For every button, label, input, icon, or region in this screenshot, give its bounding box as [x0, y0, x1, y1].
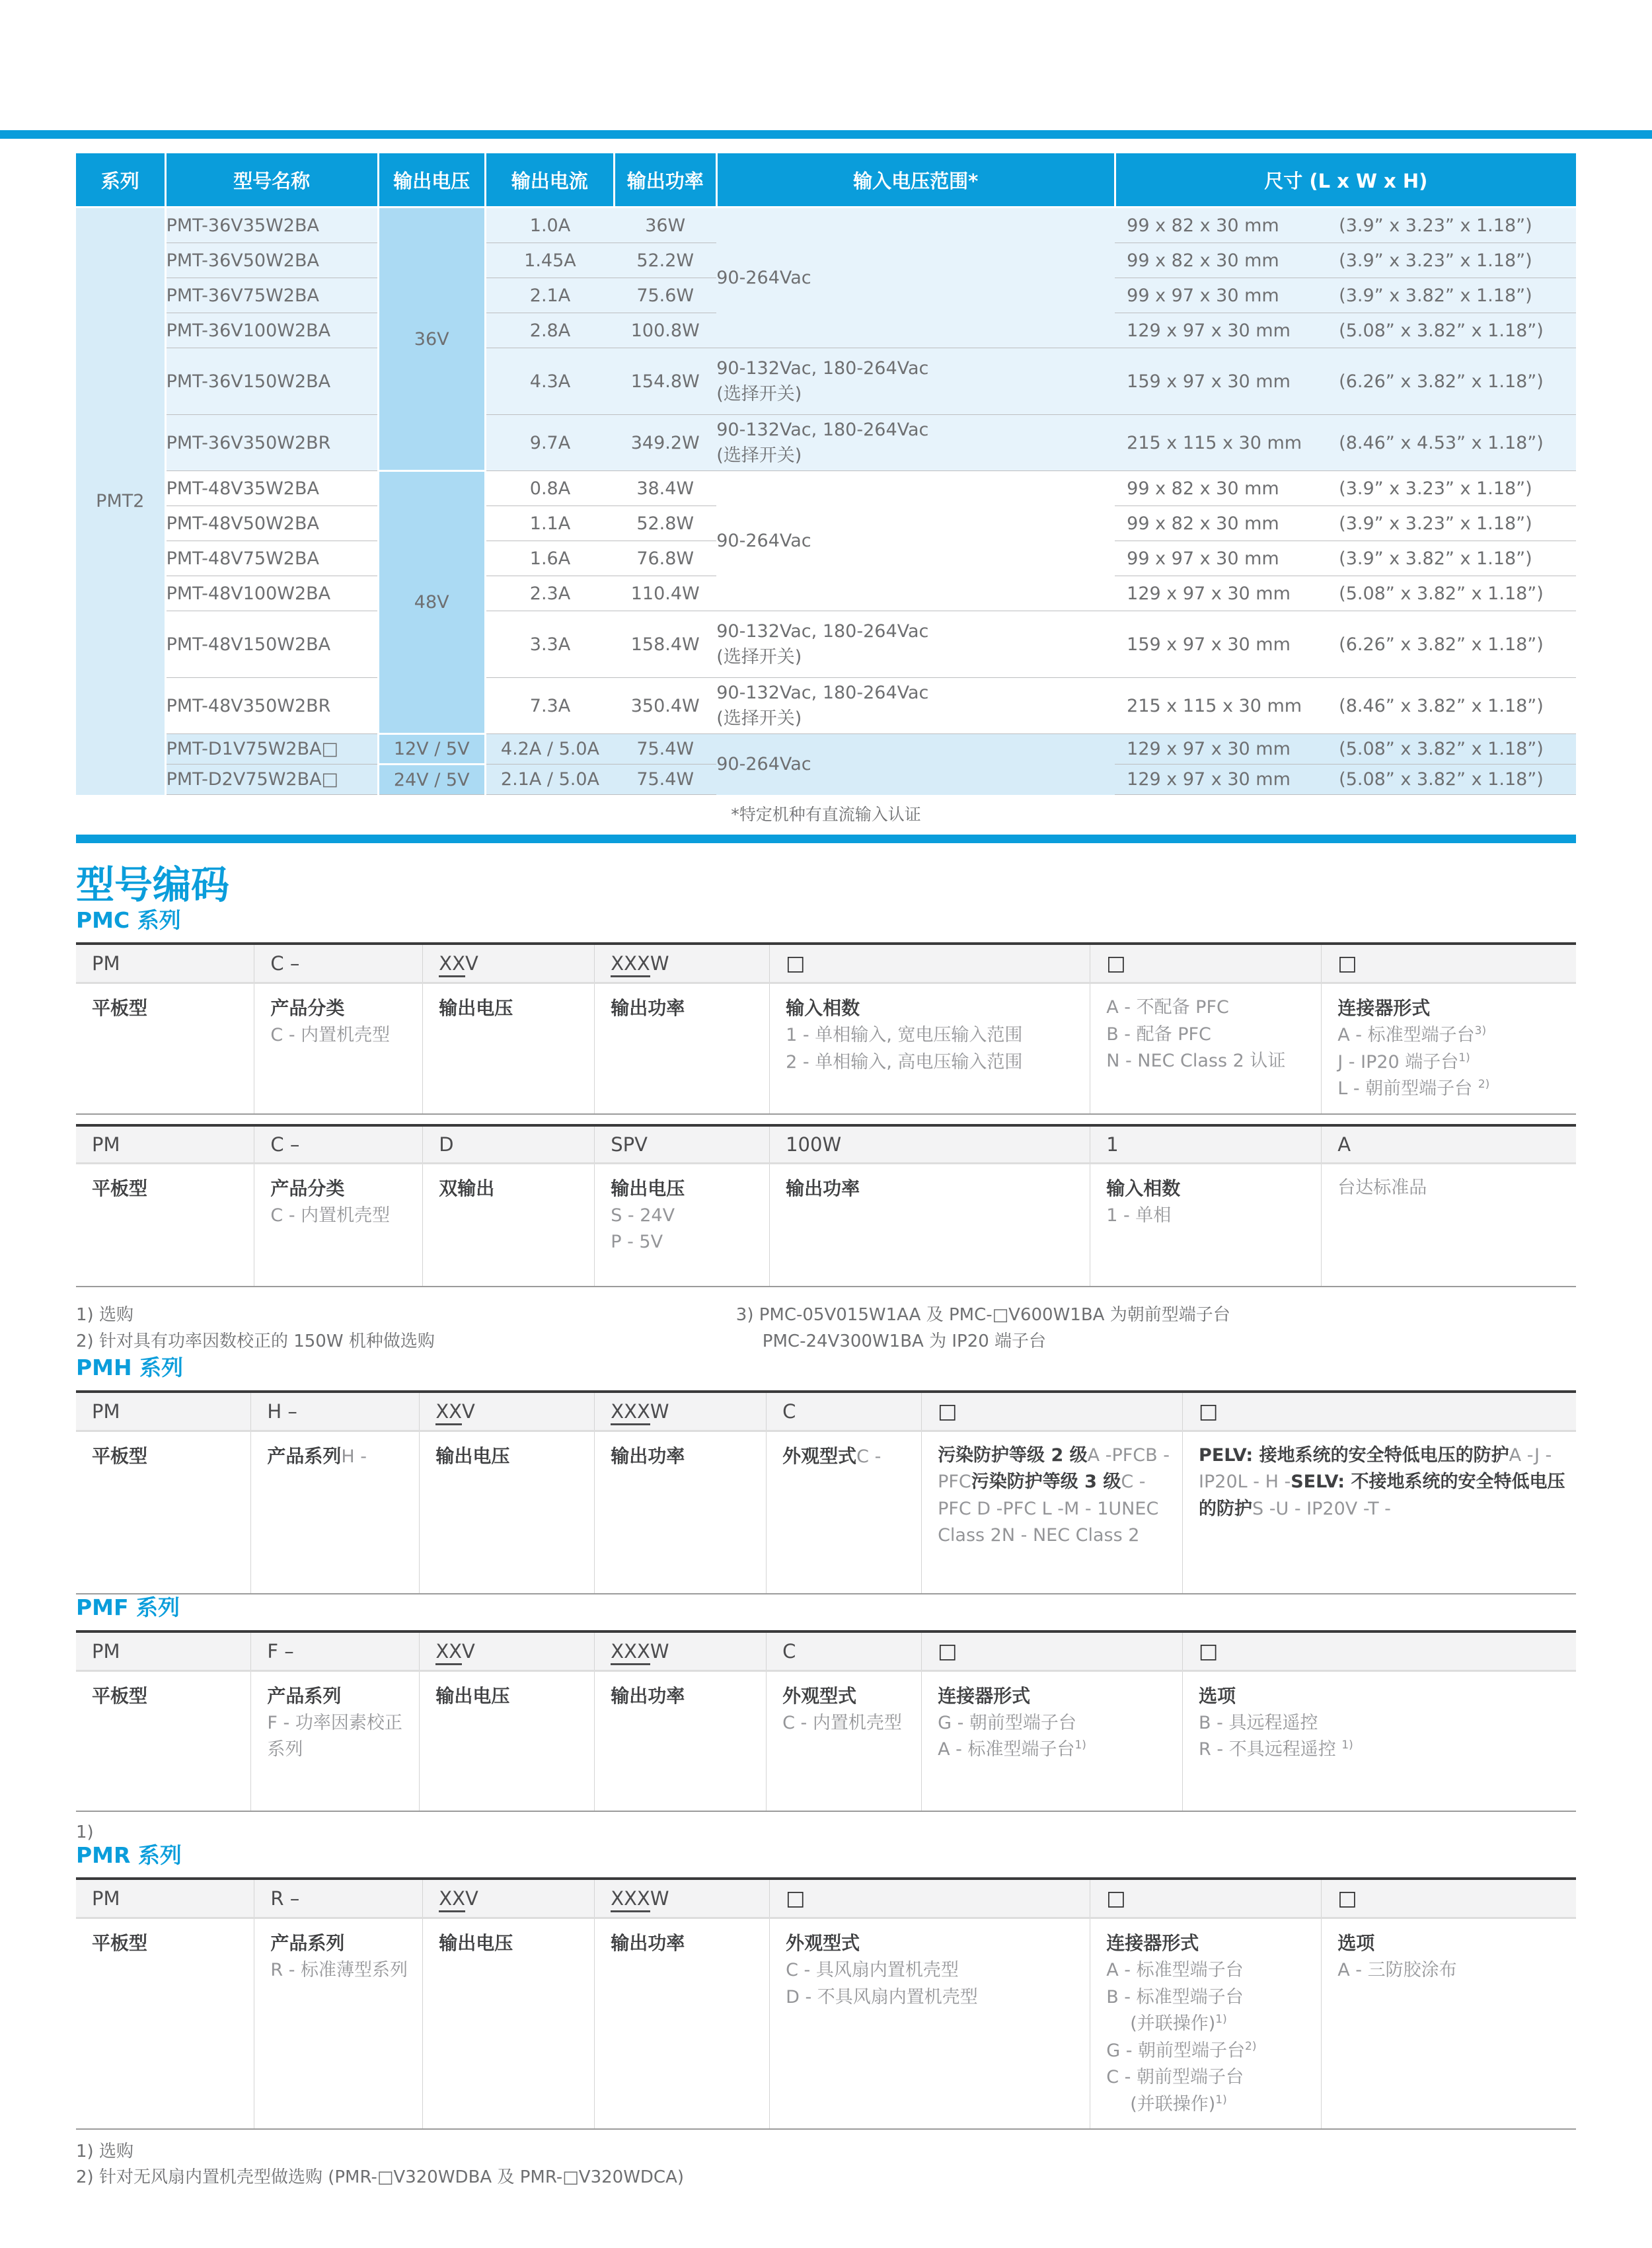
table-row	[76, 734, 1576, 765]
dim-inch: (3.9” x 3.82” x 1.18”)	[1339, 285, 1532, 306]
pmh-code-table	[76, 1390, 1576, 1594]
model-cell: PMT-48V150W2BA	[165, 611, 378, 678]
current-cell: 2.8A	[485, 313, 614, 348]
input-range-cell: 90-132Vac, 180-264Vac (选择开关)	[716, 348, 1115, 415]
model-cell: PMT-48V100W2BA	[165, 576, 378, 611]
dim-inch: (8.46” x 3.82” x 1.18”)	[1339, 695, 1544, 716]
model-cell: PMT-36V75W2BA	[165, 278, 378, 313]
code-body-row	[76, 1431, 1576, 1594]
input-range-cell: 90-264Vac	[716, 471, 1115, 611]
page-content	[76, 153, 1576, 2191]
spec-header-row	[76, 153, 1576, 207]
current-cell: 1.6A	[485, 541, 614, 576]
pmh-section-title: PMH 系列	[76, 1355, 184, 1381]
code-header-cell: XXXW	[595, 1879, 770, 1918]
dim-mm: 99 x 97 x 30 mm	[1127, 285, 1279, 306]
code-header-cell: C –	[254, 944, 423, 983]
dimensions-cell	[1115, 678, 1576, 734]
dim-mm: 129 x 97 x 30 mm	[1127, 739, 1291, 759]
code-cell: 连接器形式 A - 标准型端子台 B - 标准型端子台 (并联操作)$^{1)}$ G - 朝前型端子台$^{2)}$ C - 朝前型端子台 (并联操作)$^{1)}$	[1090, 1918, 1322, 2130]
code-header-cell placeholder-square: □	[1322, 1879, 1576, 1918]
dimensions-cell	[1115, 541, 1576, 576]
code-cell: 输出电压	[420, 1670, 595, 1811]
series-cell: PMT2	[76, 207, 165, 795]
spec-header-series: 系列	[76, 153, 165, 207]
code-header-cell: D	[423, 1125, 595, 1164]
code-header-row	[76, 1392, 1576, 1431]
code-cell: 产品分类 C - 内置机壳型	[254, 983, 423, 1114]
code-header-cell: C –	[254, 1125, 423, 1164]
dimensions-cell	[1115, 415, 1576, 471]
code-header-cell: XXV	[423, 944, 595, 983]
power-cell: 350.4W	[614, 678, 716, 734]
current-cell: 7.3A	[485, 678, 614, 734]
code-cell: 输出电压	[423, 983, 595, 1114]
code-body-row	[76, 983, 1576, 1114]
footnote-line: 2) 针对具有功率因数校正的 150W 机种做选购	[76, 1331, 435, 1352]
dim-inch: (6.26” x 3.82” x 1.18”)	[1339, 371, 1544, 392]
code-cell: 产品系列 F - 功率因素校正 系列	[251, 1670, 420, 1811]
code-body-row	[76, 1670, 1576, 1811]
code-cell: 外观型式 C - 内置机壳型	[767, 1670, 922, 1811]
model-cell: PMT-36V150W2BA	[165, 348, 378, 415]
spec-header-power: 输出功率	[614, 153, 716, 207]
dimensions-cell	[1115, 611, 1576, 678]
table-row	[76, 678, 1576, 734]
dim-inch: (3.9” x 3.23” x 1.18”)	[1339, 250, 1532, 271]
code-header-cell: XXV	[420, 1631, 595, 1671]
code-header-cell placeholder-square: □	[1322, 944, 1576, 983]
dim-mm: 99 x 82 x 30 mm	[1127, 478, 1279, 499]
code-cell: 输出功率	[595, 1670, 767, 1811]
pmc-code-table-1	[76, 942, 1576, 1115]
power-cell: 154.8W	[614, 348, 716, 415]
model-cell: PMT-48V35W2BA	[165, 471, 378, 506]
dim-inch: (3.9” x 3.23” x 1.18”)	[1339, 215, 1532, 236]
power-cell: 158.4W	[614, 611, 716, 678]
code-cell: 平板型	[76, 1431, 251, 1594]
spec-header-dimensions: 尺寸 (L x W x H)	[1115, 153, 1576, 207]
code-header-cell: A	[1322, 1125, 1576, 1164]
model-cell: PMT-36V50W2BA	[165, 243, 378, 278]
spec-header-input: 输入电压范围*	[716, 153, 1115, 207]
dim-inch: (3.9” x 3.23” x 1.18”)	[1339, 513, 1532, 534]
dim-inch: (3.9” x 3.82” x 1.18”)	[1339, 548, 1532, 569]
current-cell: 9.7A	[485, 415, 614, 471]
code-cell: 输出功率	[770, 1163, 1090, 1287]
code-cell: 台达标准品	[1337, 1177, 1427, 1198]
dim-mm: 99 x 82 x 30 mm	[1127, 215, 1279, 236]
power-cell: 75.4W	[614, 734, 716, 765]
dimensions-cell	[1115, 348, 1576, 415]
input-range-cell: 90-132Vac, 180-264Vac (选择开关)	[716, 415, 1115, 471]
code-header-row	[76, 1631, 1576, 1671]
spec-header-model: 型号名称	[165, 153, 378, 207]
code-header-row	[76, 1879, 1576, 1918]
code-header-cell: XXXW	[595, 1631, 767, 1671]
power-cell: 52.8W	[614, 506, 716, 541]
power-cell: 349.2W	[614, 415, 716, 471]
dim-mm: 99 x 82 x 30 mm	[1127, 250, 1279, 271]
code-cell: 输出电压	[420, 1431, 595, 1594]
pmc-code-table-2	[76, 1124, 1576, 1287]
footnote-line: 1) 选购	[76, 2142, 133, 2162]
code-cell: 输入相数 1 - 单相输入, 宽电压输入范围 2 - 单相输入, 高电压输入范围	[770, 983, 1090, 1114]
power-cell: 100.8W	[614, 313, 716, 348]
code-cell: 选项 A - 三防胶涂布	[1337, 1932, 1457, 1981]
dim-inch: (5.08” x 3.82” x 1.18”)	[1339, 583, 1544, 604]
code-header-cell placeholder-square: □	[1090, 1879, 1322, 1918]
code-header-cell: 1	[1090, 1125, 1322, 1164]
code-cell: 外观型式 C - 具风扇内置机壳型 D - 不具风扇内置机壳型	[770, 1918, 1090, 2130]
dimensions-cell	[1115, 278, 1576, 313]
code-header-cell: XXXW	[595, 944, 770, 983]
dimensions-cell	[1115, 313, 1576, 348]
footnote-line: PMC-24V300W1BA 为 IP20 端子台	[762, 1331, 1047, 1352]
spec-table	[76, 153, 1576, 795]
code-cell: 污染防护等级 2 级A -PFCB -PFC污染防护等级 3 级C - PFC D -PFC L -M - 1UNEC Class 2N - NEC Class 2	[922, 1431, 1183, 1594]
code-cell: 产品系列 R - 标准薄型系列	[254, 1918, 423, 2130]
dim-mm: 129 x 97 x 30 mm	[1127, 320, 1291, 341]
input-range-cell: 90-132Vac, 180-264Vac (选择开关)	[716, 611, 1115, 678]
pmr-code-table	[76, 1877, 1576, 2130]
code-cell: 选项 B - 具远程遥控 R - 不具远程遥控 $^{1)}$	[1199, 1684, 1353, 1760]
model-cell: PMT-D2V75W2BA□	[165, 765, 378, 795]
table-row	[76, 348, 1576, 415]
dimensions-cell	[1115, 765, 1576, 795]
dimensions-cell	[1115, 576, 1576, 611]
current-cell: 1.45A	[485, 243, 614, 278]
pmf-code-table	[76, 1630, 1576, 1812]
dim-mm: 99 x 97 x 30 mm	[1127, 548, 1279, 569]
code-cell: PELV: 接地系统的安全特低电压的防护A -J - IP20L - H -SELV: 不接地系统的安全特低电压的防护S -U - IP20V -T -	[1199, 1444, 1565, 1519]
code-cell: 平板型	[76, 1918, 254, 2130]
power-cell: 38.4W	[614, 471, 716, 506]
code-header-cell: XXXW	[595, 1392, 767, 1431]
code-cell: 双输出	[423, 1163, 595, 1287]
code-header-cell: PM	[76, 1879, 254, 1918]
current-cell: 1.1A	[485, 506, 614, 541]
code-header-cell: 100W	[770, 1125, 1090, 1164]
current-cell: 0.8A	[485, 471, 614, 506]
code-body-row	[76, 1163, 1576, 1287]
code-header-cell: R –	[254, 1879, 423, 1918]
dim-inch: (6.26” x 3.82” x 1.18”)	[1339, 634, 1544, 655]
code-header-row	[76, 1125, 1576, 1164]
code-header-cell: XXV	[423, 1879, 595, 1918]
dim-mm: 215 x 115 x 30 mm	[1127, 695, 1302, 716]
code-header-cell: XXV	[420, 1392, 595, 1431]
code-header-cell: H –	[251, 1392, 420, 1431]
dim-inch: (8.46” x 4.53” x 1.18”)	[1339, 432, 1544, 453]
code-cell: 连接器形式 G - 朝前型端子台 A - 标准型端子台$^{1)}$	[922, 1670, 1183, 1811]
current-cell: 4.2A / 5.0A	[485, 734, 614, 765]
code-header-cell placeholder-square: □	[1183, 1392, 1576, 1431]
top-accent-bar	[0, 130, 1652, 139]
code-cell: 平板型	[76, 1670, 251, 1811]
power-cell: 110.4W	[614, 576, 716, 611]
dim-inch: (5.08” x 3.82” x 1.18”)	[1339, 739, 1544, 759]
dim-mm: 215 x 115 x 30 mm	[1127, 432, 1302, 453]
pmc-section-title: PMC 系列	[76, 907, 181, 933]
code-cell: 产品系列H -	[251, 1431, 420, 1594]
code-header-cell: PM	[76, 944, 254, 983]
dimensions-cell	[1115, 243, 1576, 278]
input-range-cell: 90-264Vac	[716, 734, 1115, 795]
dim-inch: (5.08” x 3.82” x 1.18”)	[1339, 769, 1544, 790]
code-header-cell placeholder-square: □	[922, 1392, 1183, 1431]
dim-mm: 129 x 97 x 30 mm	[1127, 583, 1291, 604]
voltage-cell: 48V	[378, 471, 485, 734]
input-range-cell: 90-264Vac	[716, 207, 1115, 348]
spec-header-current: 输出电流	[485, 153, 614, 207]
dimensions-cell	[1115, 506, 1576, 541]
power-cell: 75.6W	[614, 278, 716, 313]
code-header-row	[76, 944, 1576, 983]
code-header-cell placeholder-square: □	[922, 1631, 1183, 1671]
footnote-line: 1) 选购	[76, 1304, 133, 1325]
code-header-cell: PM	[76, 1125, 254, 1164]
footnote-line: 2) 针对无风扇内置机壳型做选购 (PMR-□V320WDBA 及 PMR-□V320WDCA)	[76, 2167, 685, 2188]
pmr-section-title: PMR 系列	[76, 1842, 182, 1868]
model-cell: PMT-36V100W2BA	[165, 313, 378, 348]
model-cell: PMT-36V35W2BA	[165, 207, 378, 243]
model-cell: PMT-48V75W2BA	[165, 541, 378, 576]
page-title: 型号编码	[76, 862, 230, 907]
code-cell: 产品分类 C - 内置机壳型	[254, 1163, 423, 1287]
dim-mm: 99 x 82 x 30 mm	[1127, 513, 1279, 534]
current-cell: 2.1A / 5.0A	[485, 765, 614, 795]
current-cell: 3.3A	[485, 611, 614, 678]
power-cell: 75.4W	[614, 765, 716, 795]
footnote-line: 3) PMC-05V015W1AA 及 PMC-□V600W1BA 为朝前型端子台	[735, 1304, 1230, 1325]
section-divider	[76, 835, 1576, 843]
dimensions-cell	[1115, 471, 1576, 506]
model-cell: PMT-48V50W2BA	[165, 506, 378, 541]
table-row	[76, 415, 1576, 471]
code-cell: 平板型	[76, 1163, 254, 1287]
model-cell: PMT-48V350W2BR	[165, 678, 378, 734]
dim-mm: 159 x 97 x 30 mm	[1127, 371, 1291, 392]
code-header-cell placeholder-square: □	[1090, 944, 1322, 983]
model-cell: PMT-36V350W2BR	[165, 415, 378, 471]
current-cell: 4.3A	[485, 348, 614, 415]
current-cell: 2.1A	[485, 278, 614, 313]
power-cell: 52.2W	[614, 243, 716, 278]
code-header-cell placeholder-square: □	[770, 944, 1090, 983]
table-row	[76, 611, 1576, 678]
code-header-cell: PM	[76, 1631, 251, 1671]
code-cell: 外观型式C -	[767, 1431, 922, 1594]
code-body-row	[76, 1918, 1576, 2130]
dim-mm: 129 x 97 x 30 mm	[1127, 769, 1291, 790]
input-range-cell: 90-132Vac, 180-264Vac (选择开关)	[716, 678, 1115, 734]
pmr-footnotes	[76, 2139, 1576, 2191]
code-cell: 输出电压 S - 24V P - 5V	[595, 1163, 770, 1287]
dimensions-cell	[1115, 207, 1576, 243]
current-cell: 1.0A	[485, 207, 614, 243]
pmf-footnote: 1)	[76, 1822, 94, 1842]
code-cell: 连接器形式 A - 标准型端子台$^{3)}$ J - IP20 端子台$^{1)}$ L - 朝前型端子台 $^{2)}$	[1337, 997, 1490, 1100]
pmc-footnotes	[76, 1302, 1576, 1355]
code-header-cell: F –	[251, 1631, 420, 1671]
power-cell: 36W	[614, 207, 716, 243]
voltage-cell: 36V	[378, 207, 485, 471]
dim-inch: (5.08” x 3.82” x 1.18”)	[1339, 320, 1544, 341]
dim-mm: 159 x 97 x 30 mm	[1127, 634, 1291, 655]
code-cell: 输出电压	[423, 1918, 595, 2130]
code-header-cell placeholder-square: □	[770, 1879, 1090, 1918]
code-header-cell: PM	[76, 1392, 251, 1431]
code-cell: 输入相数 1 - 单相	[1090, 1163, 1322, 1287]
current-cell: 2.3A	[485, 576, 614, 611]
code-header-cell: C	[767, 1631, 922, 1671]
power-cell: 76.8W	[614, 541, 716, 576]
code-cell: 输出功率	[595, 983, 770, 1114]
spec-header-voltage: 输出电压	[378, 153, 485, 207]
dimensions-cell	[1115, 734, 1576, 765]
code-cell: 输出功率	[595, 1918, 770, 2130]
code-header-cell: C	[767, 1392, 922, 1431]
voltage-cell: 12V / 5V	[378, 734, 485, 765]
code-cell: A - 不配备 PFC B - 配备 PFC N - NEC Class 2 认证	[1090, 983, 1322, 1114]
dim-inch: (3.9” x 3.23” x 1.18”)	[1339, 478, 1532, 499]
table-row	[76, 471, 1576, 506]
spec-footnote: *特定机种有直流输入认证	[731, 805, 921, 824]
pmf-section-title: PMF 系列	[76, 1594, 180, 1620]
table-row	[76, 207, 1576, 243]
code-cell: 平板型	[76, 983, 254, 1114]
code-cell: 输出功率	[595, 1431, 767, 1594]
code-header-cell placeholder-square: □	[1183, 1631, 1576, 1671]
code-header-cell: SPV	[595, 1125, 770, 1164]
voltage-cell: 24V / 5V	[378, 765, 485, 795]
model-cell: PMT-D1V75W2BA□	[165, 734, 378, 765]
